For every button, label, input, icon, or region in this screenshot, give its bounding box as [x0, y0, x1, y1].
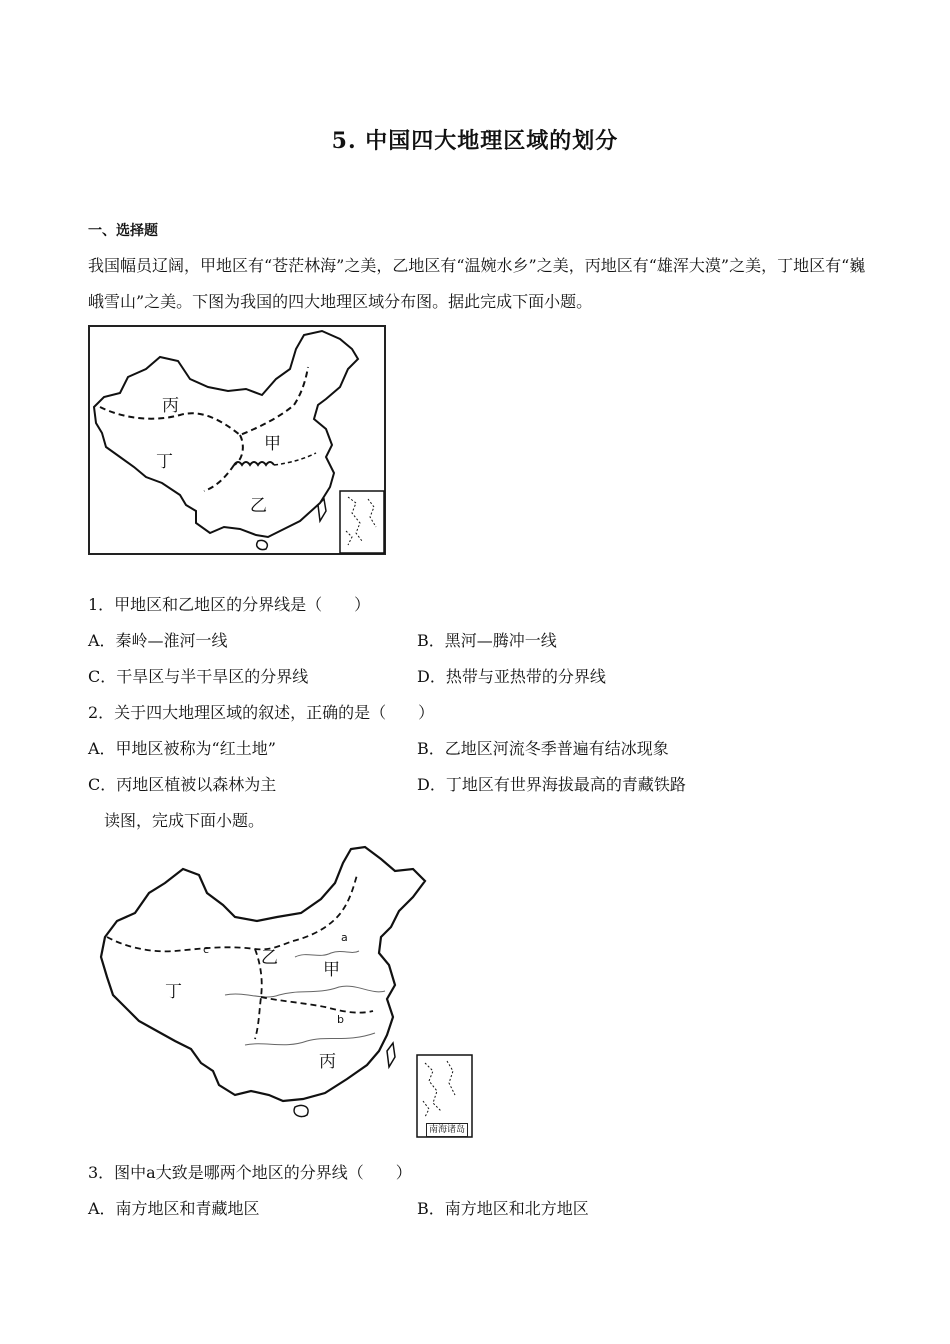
- q3-option-b[interactable]: B．南方地区和北方地区: [417, 1199, 589, 1218]
- label-ding: 丁: [165, 982, 182, 1002]
- china-regions-map-2: [95, 845, 480, 1140]
- q1-option-a[interactable]: A．秦岭—淮河一线: [88, 631, 228, 650]
- boundary-label-a: a: [341, 931, 348, 944]
- q1-option-b[interactable]: B．黑河—腾冲一线: [417, 631, 557, 650]
- label-ding: 丁: [156, 452, 173, 472]
- q2-option-d[interactable]: D．丁地区有世界海拔最高的青藏铁路: [417, 775, 686, 794]
- label-jia: 甲: [323, 960, 340, 980]
- label-jia: 甲: [264, 434, 281, 454]
- boundary-label-b: b: [337, 1013, 344, 1026]
- q2-option-a[interactable]: A．甲地区被称为“红土地”: [88, 739, 276, 758]
- question-intro: 我国幅员辽阔，甲地区有“苍茫林海”之美，乙地区有“温婉水乡”之美，丙地区有“雄浑大漠”之美，丁地区有“巍峨雪山”之美。下图为我国的四大地理区域分布图。据此完成下面小题。: [88, 256, 866, 311]
- inset-label: 南海诸岛: [426, 1123, 468, 1137]
- label-yi: 乙: [261, 948, 278, 968]
- question-3-stem: 3．图中a大致是哪两个地区的分界线（ ）: [88, 1163, 412, 1182]
- question-1-stem: 1．甲地区和乙地区的分界线是（ ）: [88, 595, 371, 614]
- label-bing: 丙: [319, 1052, 336, 1072]
- q3-option-a[interactable]: A．南方地区和青藏地区: [88, 1199, 260, 1218]
- q2-option-b[interactable]: B．乙地区河流冬季普遍有结冰现象: [417, 739, 669, 758]
- china-regions-map-1: [88, 325, 386, 555]
- boundary-label-c: c: [203, 943, 210, 956]
- question-intro-2: 读图，完成下面小题。: [104, 811, 265, 830]
- q1-option-c[interactable]: C．干旱区与半干旱区的分界线: [88, 667, 309, 686]
- label-yi: 乙: [250, 496, 267, 516]
- question-2-stem: 2．关于四大地理区域的叙述，正确的是（ ）: [88, 703, 435, 722]
- q1-option-d[interactable]: D．热带与亚热带的分界线: [417, 667, 606, 686]
- label-bing: 丙: [162, 396, 179, 416]
- section-heading: 一、选择题: [88, 223, 158, 239]
- page-title: 5. 中国四大地理区域的划分: [331, 128, 619, 154]
- q2-option-c[interactable]: C．丙地区植被以森林为主: [88, 775, 277, 794]
